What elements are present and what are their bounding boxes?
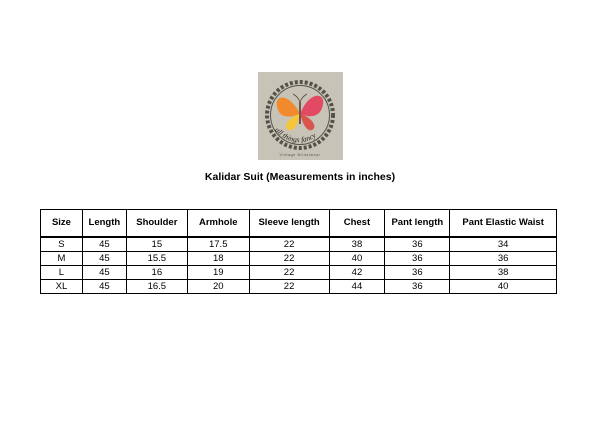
column-header: Shoulder	[126, 210, 187, 238]
table-cell: 15.5	[126, 252, 187, 266]
table-cell: 45	[82, 252, 126, 266]
column-header: Chest	[329, 210, 385, 238]
column-header: Armhole	[187, 210, 249, 238]
page-title: Kalidar Suit (Measurements in inches)	[204, 171, 396, 183]
table-cell: 19	[187, 266, 249, 280]
table-cell: 18	[187, 252, 249, 266]
table-cell: 45	[82, 280, 126, 294]
table-cell: 45	[82, 237, 126, 252]
table-cell: 42	[329, 266, 385, 280]
table-row	[41, 252, 557, 266]
table-cell: 17.5	[187, 237, 249, 252]
brand-tagline: Vintage Bridalwear	[279, 153, 321, 157]
table-cell: 20	[187, 280, 249, 294]
table-cell: 15	[126, 237, 187, 252]
table-row	[41, 266, 557, 280]
butterfly-icon	[258, 72, 343, 160]
table-cell: 22	[249, 266, 329, 280]
table-row	[41, 280, 557, 294]
table-cell: 40	[329, 252, 385, 266]
brand-text: all things fancy	[273, 125, 318, 145]
table-cell: L	[41, 266, 83, 280]
table-cell: 22	[249, 252, 329, 266]
table-cell: 34	[450, 237, 557, 252]
table-cell: 22	[249, 280, 329, 294]
size-chart-table	[40, 209, 557, 294]
brand-logo	[258, 72, 343, 160]
table-cell: XL	[41, 280, 83, 294]
table-cell: 36	[385, 266, 450, 280]
column-header: Length	[82, 210, 126, 238]
table-cell: 45	[82, 266, 126, 280]
table-cell: M	[41, 252, 83, 266]
column-header: Pant length	[385, 210, 450, 238]
table-cell: S	[41, 237, 83, 252]
column-header: Size	[41, 210, 83, 238]
table-cell: 16	[126, 266, 187, 280]
table-row	[41, 237, 557, 252]
table-cell: 38	[329, 237, 385, 252]
table-cell: 36	[385, 280, 450, 294]
table-cell: 36	[385, 252, 450, 266]
table-header-row	[41, 210, 557, 238]
table-cell: 36	[450, 252, 557, 266]
table-cell: 22	[249, 237, 329, 252]
table-cell: 38	[450, 266, 557, 280]
table-cell: 40	[450, 280, 557, 294]
column-header: Pant Elastic Waist	[450, 210, 557, 238]
table-cell: 16.5	[126, 280, 187, 294]
table-cell: 44	[329, 280, 385, 294]
table-cell: 36	[385, 237, 450, 252]
column-header: Sleeve length	[249, 210, 329, 238]
